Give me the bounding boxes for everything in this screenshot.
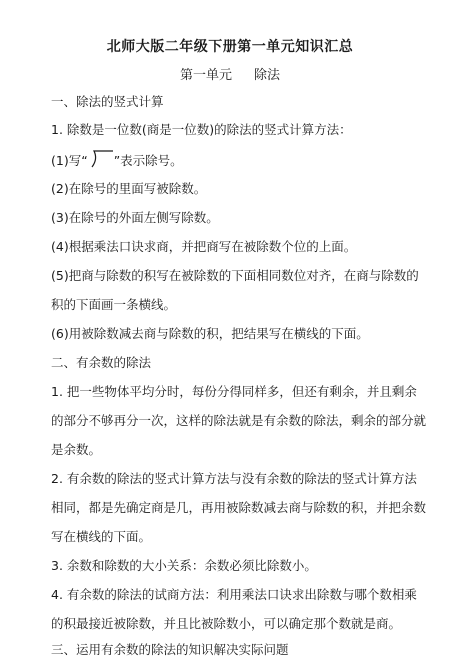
paragraph-line: 2. 有余数的除法的竖式计算方法与没有余数的除法的竖式计算方法 [51,471,417,486]
paragraph-line: 1. 除数是一位数(商是一位数)的除法的竖式计算方法： [51,122,352,137]
paragraph-line: (4)根据乘法口诀求商，并把商写在被除数个位的上面。 [51,239,357,254]
paragraph-line: 积的下面画一条横线。 [51,297,177,312]
long-division-symbol-icon [88,152,114,168]
paragraph-line: 是余数。 [51,442,102,457]
paragraph-line: 的部分不够再分一次，这样的除法就是有余数的除法，剩余的部分就 [51,413,427,428]
paragraph-line: 1. 把一些物体平均分时，每份分得同样多，但还有剩余，并且剩余 [51,384,417,399]
section-heading-3: 三、运用有余数的除法的知识解决实际问题 [51,642,289,657]
paragraph-text: ”表示除号。 [113,153,183,168]
paragraph-line: (3)在除号的外面左侧写除数。 [51,210,219,225]
paragraph-text: (1)写“ [51,153,88,168]
paragraph-line: (6)用被除数减去商与除数的积，把结果写在横线的下面。 [51,326,369,341]
unit-label: 第一单元 [179,68,232,83]
document-title: 北师大版二年级下册第一单元知识汇总 [106,39,354,55]
paragraph-line: 相同，都是先确定商是几，再用被除数减去商与除数的积，并把余数 [51,500,427,515]
unit-heading [0,64,460,83]
paragraph-line: 的积最接近被除数，并且比被除数小，可以确定那个数就是商。 [51,616,402,631]
paragraph-line: 4. 有余数的除法的试商方法：利用乘法口诀求出除数与哪个数相乘 [51,587,417,602]
paragraph-line [51,152,183,169]
paragraph-line: 写在横线的下面。 [51,529,152,544]
paragraph-line: (5)把商与除数的积写在被除数的下面相同数位对齐，在商与除数的 [51,268,419,283]
unit-topic: 除法 [254,68,281,83]
section-heading-2: 二、有余数的除法 [51,355,152,370]
paragraph-line: (2)在除号的里面写被除数。 [51,181,207,196]
paragraph-line: 3. 余数和除数的大小关系：余数必须比除数小。 [51,558,317,573]
section-heading-1: 一、除法的竖式计算 [51,94,164,109]
